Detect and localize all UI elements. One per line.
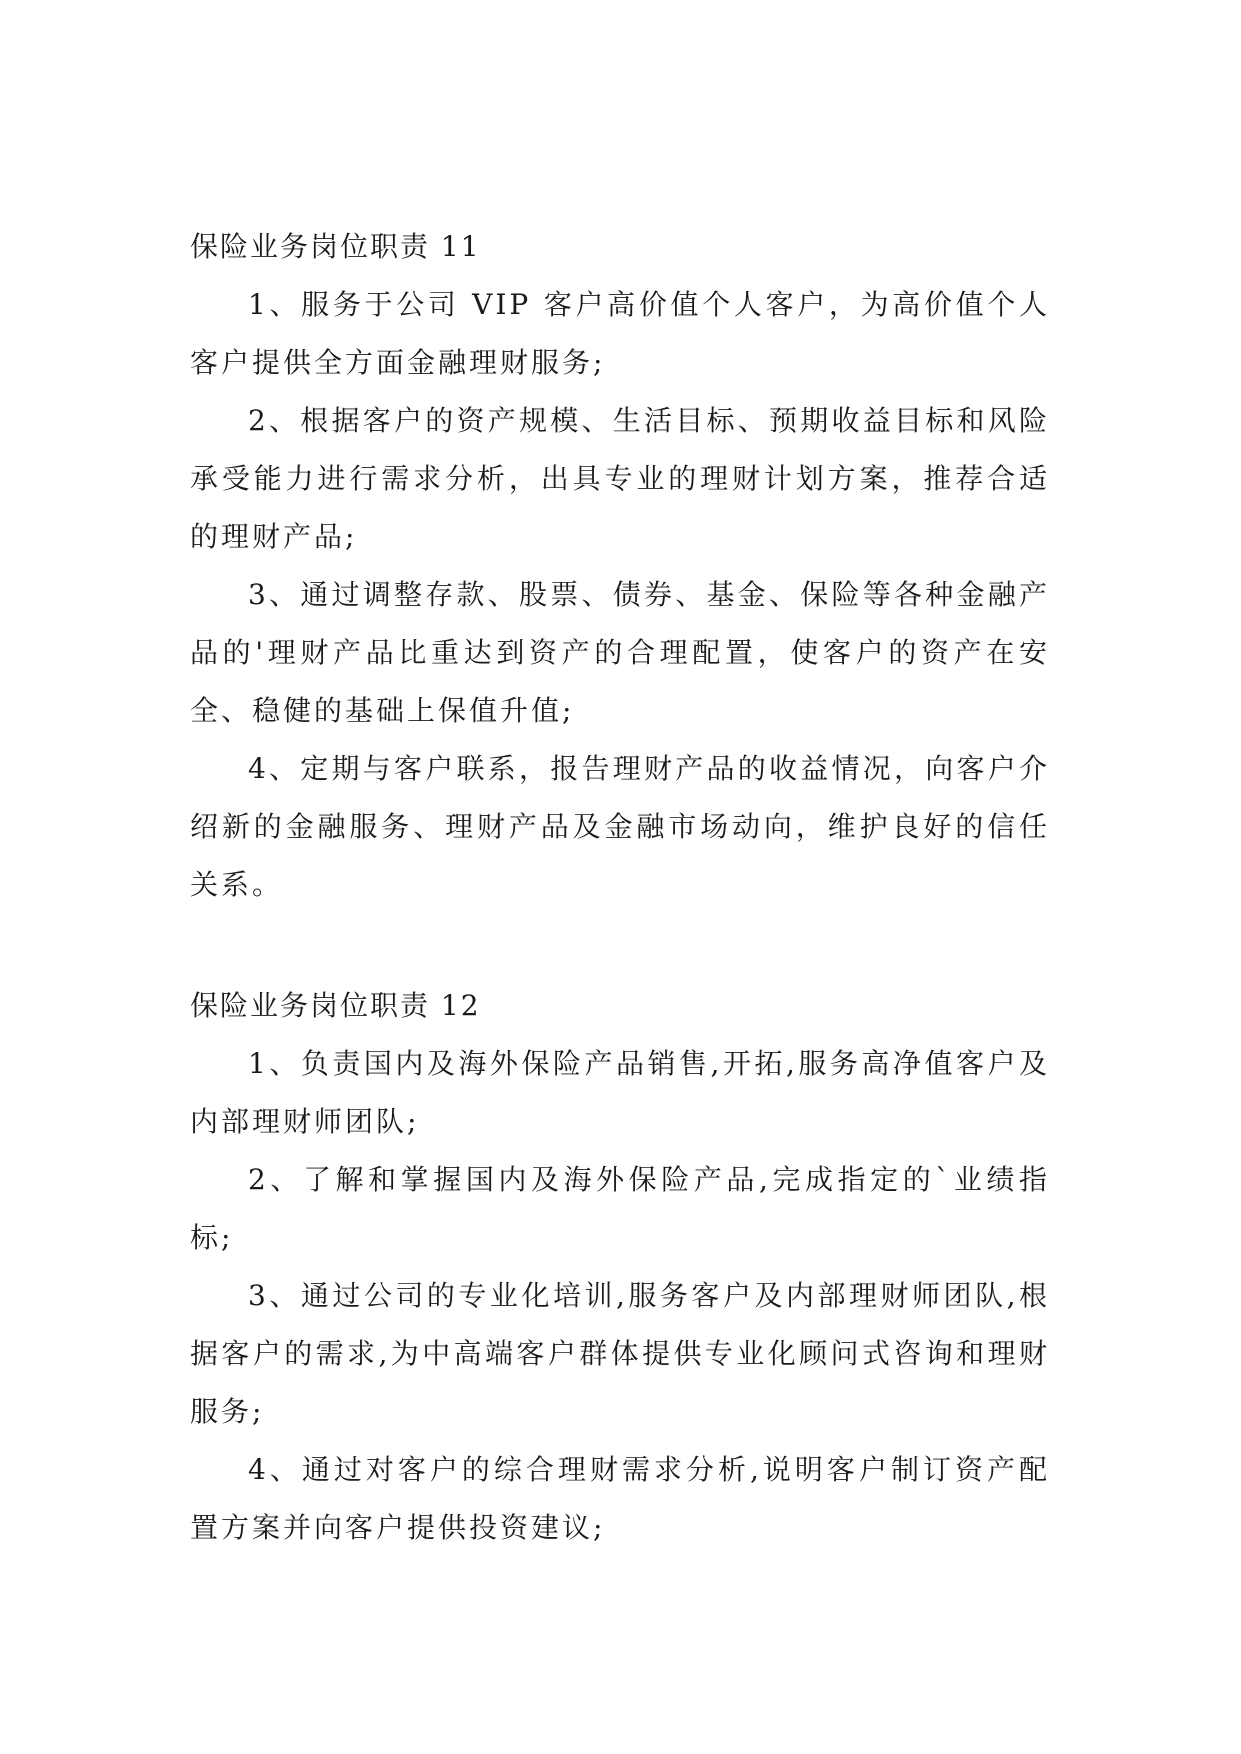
section-title: 保险业务岗位职责 12 (190, 989, 481, 1022)
duty-item: 2、了解和掌握国内及海外保险产品,完成指定的`业绩指标; (190, 1163, 1050, 1254)
duty-item: 4、通过对客户的综合理财需求分析,说明客户制订资产配置方案并向客户提供投资建议; (190, 1453, 1050, 1544)
duty-item: 3、通过公司的专业化培训,服务客户及内部理财师团队,根据客户的需求,为中高端客户群体提供专业化顾问式咨询和理财服务; (190, 1279, 1050, 1428)
duty-item: 1、负责国内及海外保险产品销售,开拓,服务高净值客户及内部理财师团队; (190, 1047, 1050, 1138)
document-page (190, 218, 1050, 1557)
section-11 (190, 218, 1050, 914)
section-spacer (190, 914, 1050, 977)
duty-item: 2、根据客户的资产规模、生活目标、预期收益目标和风险承受能力进行需求分析，出具专业的理财计划方案，推荐合适的理财产品; (190, 404, 1050, 553)
duty-item: 1、服务于公司 VIP 客户高价值个人客户，为高价值个人客户提供全方面金融理财服务; (190, 288, 1050, 379)
duty-item: 3、通过调整存款、股票、债券、基金、保险等各种金融产品的'理财产品比重达到资产的合理配置，使客户的资产在安全、稳健的基础上保值升值; (190, 578, 1050, 727)
section-title: 保险业务岗位职责 11 (190, 230, 481, 263)
section-12 (190, 977, 1050, 1557)
duty-item: 4、定期与客户联系，报告理财产品的收益情况，向客户介绍新的金融服务、理财产品及金融市场动向，维护良好的信任关系。 (190, 752, 1050, 901)
